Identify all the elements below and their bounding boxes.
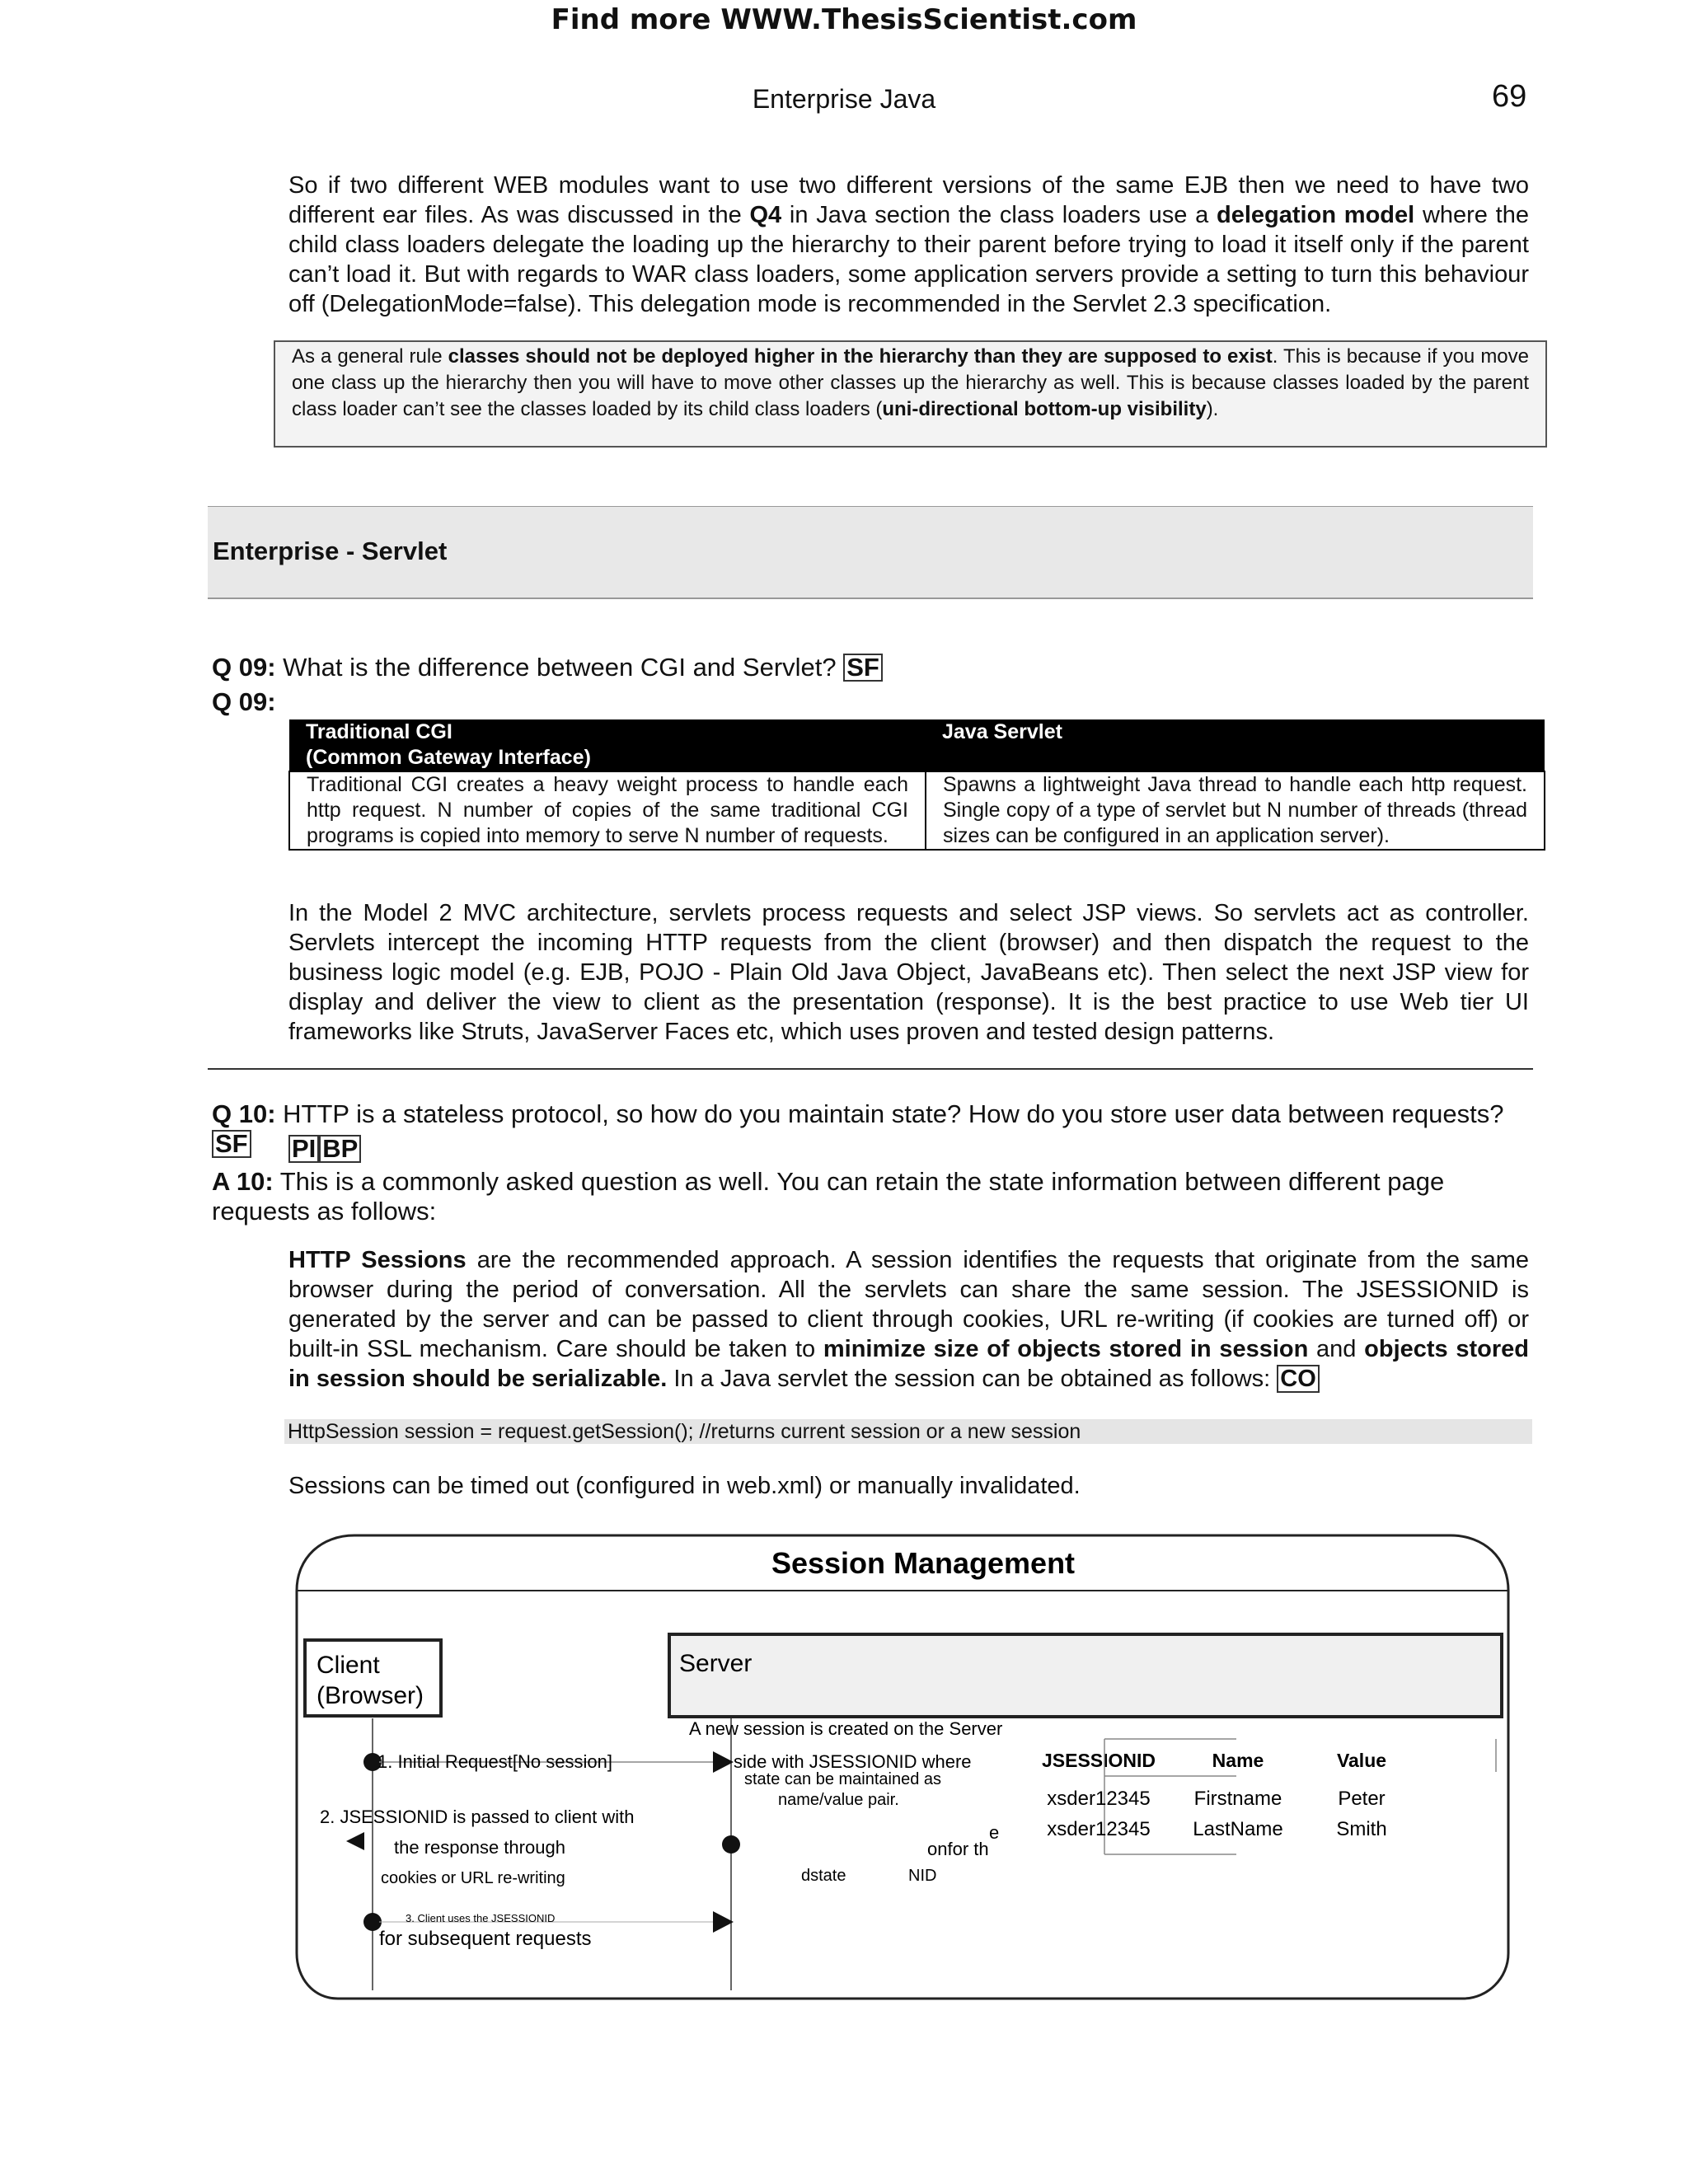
rule-note-box: As a general rule classes should not be deployed higher in the hierarchy than they are supposed to exist. This is because if you move one class up the hierarchy then you will have to move other classes up the hierarchy as well. This is because classes loaded by the parent class loader can’t see the classes loaded by its child class loaders (uni-directional bottom-up visibility).: [274, 340, 1547, 448]
server-label: Server: [679, 1650, 753, 1677]
running-title: Enterprise Java: [752, 84, 936, 114]
tag-badge: PI: [288, 1135, 319, 1163]
question-10: [212, 1099, 1531, 1159]
step-2-dot: [722, 1835, 740, 1854]
client-label-sub: (Browser): [316, 1682, 424, 1709]
question-10-tags: [288, 1134, 361, 1164]
table-header: Name: [1212, 1750, 1264, 1771]
table-cell: xsder12345: [1047, 1788, 1151, 1810]
tag-badge: SF: [212, 1130, 251, 1158]
answer-10: [212, 1167, 1531, 1226]
session-management-diagram: [288, 1529, 1525, 2007]
timeout-paragraph: Sessions can be timed out (configured in web.xml) or manually invalidated.: [288, 1473, 1081, 1499]
step-2-label: the response through: [394, 1837, 565, 1858]
answer-text: This is a commonly asked question as well. You can retain the state information between different page requests as follows:: [212, 1167, 1445, 1226]
client-label: Client: [316, 1652, 380, 1679]
table-cell: xsder12345: [1047, 1818, 1151, 1840]
table-cell: Firstname: [1193, 1788, 1282, 1810]
tag-badge: SF: [843, 654, 883, 682]
answer-09-label: Q 09:: [212, 687, 276, 716]
table-header-cgi: Traditional CGI (Common Gateway Interface): [289, 719, 926, 771]
step-3-label: 3. Client uses the JSESSIONID: [406, 1912, 556, 1924]
question-text: What is the difference between CGI and Servlet?: [283, 653, 837, 682]
question-label: Q 10:: [212, 1099, 276, 1128]
server-note-line: name/value pair.: [778, 1791, 899, 1809]
server-note-line: A new session is created on the Server: [689, 1718, 1003, 1739]
table-header: Value: [1336, 1750, 1387, 1771]
section-title: Enterprise - Servlet: [213, 537, 448, 565]
table-cell-cgi: Traditional CGI creates a heavy weight process to handle each http request. N number of copies of the same traditional CGI programs is copied into memory to serve N number of requests.: [289, 771, 926, 850]
intro-paragraph: So if two different WEB modules want to use two different versions of the same EJB then we need to have two different ear files. As was discussed in the Q4 in Java section the class loaders use a delegation model where the child class loaders delegate the loading up the hierarchy to their parent before trying to load it itself only if the parent can’t load it. But with regards to WAR class loaders, some application servers provide a setting to turn this behaviour off (DelegationMode=false). This delegation mode is recommended in the Servlet 2.3 specification.: [288, 172, 1529, 317]
horizontal-rule: [208, 1068, 1533, 1070]
fragment-text: onfor th: [927, 1839, 989, 1859]
mvc-paragraph: In the Model 2 MVC architecture, servlets process requests and select JSP views. So servlets act as controller. Servlets intercept the incoming HTTP requests from the client (browser) and then dispatch the request to the business logic model (e.g. EJB, POJO - Plain Old Java Object, JavaBeans etc). Then select the next JSP view for display and deliver the view to client as the presentation (response). It is the best practice to use Web tier UI frameworks like Struts, JavaServer Faces etc, which uses proven and tested design patterns.: [288, 900, 1529, 1045]
fragment-text: e: [989, 1822, 1000, 1843]
question-text: HTTP is a stateless protocol, so how do you maintain state? How do you store user data between requests?: [283, 1099, 1504, 1128]
question-09: [212, 653, 1531, 682]
step-2-label: 2. JSESSIONID is passed to client with: [320, 1807, 635, 1827]
diagram-title: Session Management: [771, 1546, 1076, 1580]
step-1-label: 1. Initial Request[No session]: [377, 1751, 612, 1772]
question-label: Q 09:: [212, 653, 276, 682]
cgi-vs-servlet-table: [288, 719, 1545, 851]
table-header: JSESSIONID: [1041, 1750, 1156, 1771]
section-header-bar: [208, 506, 1533, 599]
tag-badge: BP: [319, 1135, 361, 1163]
table-cell-servlet: Spawns a lightweight Java thread to handle each http request. Single copy of a type of servlet but N number of threads (thread sizes can be configured in an application server).: [926, 771, 1545, 850]
step-3-label: for subsequent requests: [379, 1928, 592, 1950]
server-note-line: state can be maintained as: [744, 1770, 942, 1788]
page-number: 69: [1492, 79, 1527, 114]
table-header-servlet: Java Servlet: [926, 719, 1545, 771]
answer-label: A 10:: [212, 1167, 274, 1196]
server-box: [669, 1634, 1502, 1717]
table-cell: LastName: [1193, 1818, 1283, 1840]
step-2-label: cookies or URL re-writing: [381, 1869, 565, 1887]
fragment-text: NID: [908, 1867, 937, 1885]
server-note-line: side with JSESSIONID where: [734, 1751, 972, 1772]
tag-badge: CO: [1277, 1365, 1320, 1393]
code-snippet: HttpSession session = request.getSession(); //returns current session or a new session: [284, 1419, 1532, 1444]
fragment-text: dstate: [801, 1867, 846, 1885]
table-cell: Peter: [1338, 1788, 1386, 1810]
site-banner: Find more WWW.ThesisScientist.com: [551, 3, 1137, 36]
table-cell: Smith: [1336, 1818, 1387, 1840]
sessions-paragraph: HTTP Sessions are the recommended approach. A session identifies the requests that originate from the same browser during the period of conversation. All the servlets can share the same session. The JSESSIONID is generated by the server and can be passed to client through cookies, URL re-writing (if cookies are turned off) or built-in SSL mechanism. Care should be taken to minimize size of objects stored in session and objects stored in session should be serializable. In a Java servlet the session can be obtained as follows: CO: [288, 1247, 1530, 1392]
